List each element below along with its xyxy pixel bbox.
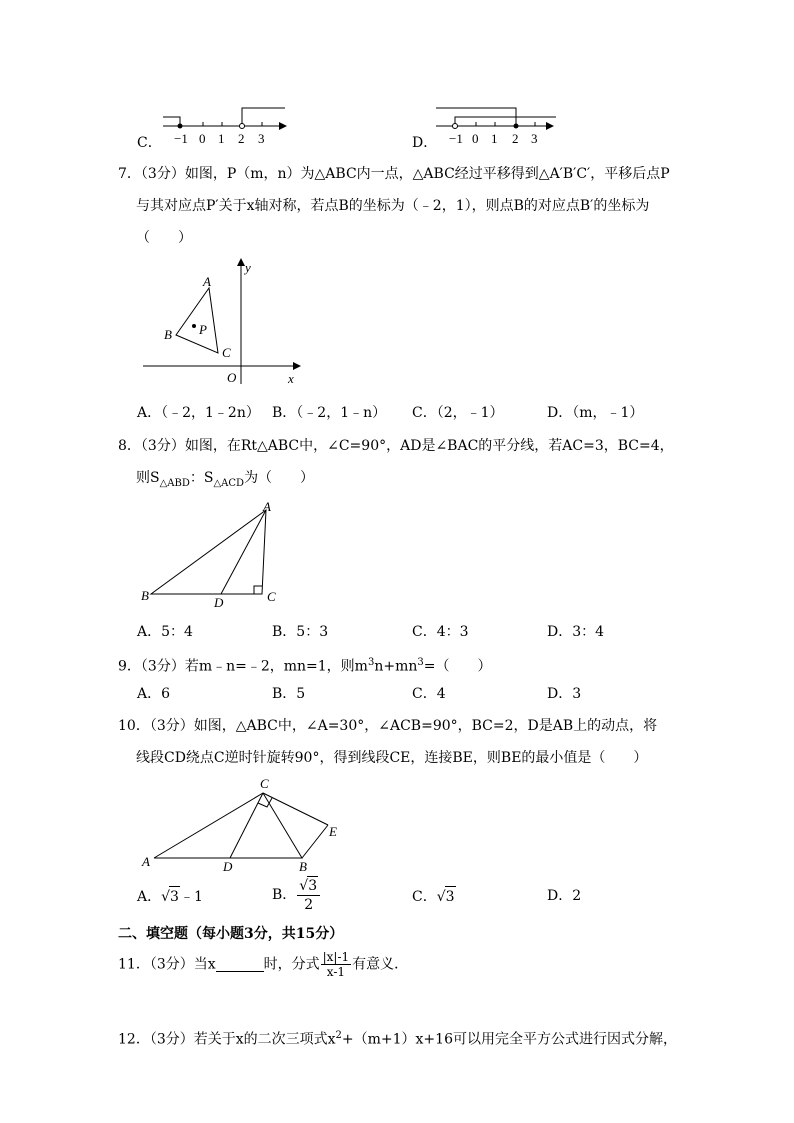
q7-figure	[138, 254, 308, 390]
q10-option-a[interactable]: A．√3﹣1	[137, 886, 203, 907]
q7-label-x: x	[288, 371, 294, 386]
q7-line1: 7．（3分）如图，P（m，n）为△ABC内一点，△ABC经过平移得到△A′B′C′，平移后点P	[118, 166, 670, 182]
q9-option-c[interactable]: C．4	[412, 686, 446, 702]
q7-label-a: A	[203, 274, 211, 289]
q9-option-b[interactable]: B．5	[272, 686, 306, 702]
q9-option-a[interactable]: A．6	[137, 686, 171, 702]
q8-figure	[136, 496, 286, 612]
q6c-tick: −1	[174, 131, 188, 146]
q9-option-d[interactable]: D．3	[547, 686, 582, 702]
q8-mid: ：S	[189, 470, 214, 486]
q6-option-c-label: C．	[137, 135, 162, 151]
q10-label-b: B	[299, 859, 307, 874]
q12-question: 12．（3分）若关于x的二次三项式$x^2+(m+1)x+16$可以用完全平方公式进行因式分解，	[118, 1030, 677, 1048]
q10-figure	[136, 774, 346, 874]
q10-option-d[interactable]: D．2	[547, 888, 582, 904]
q6-option-d-numberline	[432, 100, 562, 148]
q6d-tick: 2	[512, 131, 519, 146]
q6-option-d-label: D．	[412, 135, 438, 151]
q6d-tick: 0	[472, 131, 479, 146]
q6d-tick: 3	[531, 131, 538, 146]
q8-label-b: B	[141, 588, 149, 603]
q7-label-y: y	[245, 260, 251, 275]
q8-label-c: C	[267, 589, 276, 604]
q10-option-c[interactable]: C．√3	[412, 886, 456, 907]
q8-sub1: △ABD	[159, 477, 190, 489]
q7-label-c: C	[222, 345, 231, 360]
q7-option-b[interactable]: B．（﹣2，1﹣n）	[272, 405, 387, 421]
q7-label-o: O	[227, 370, 237, 385]
q11-question: 11．（3分）当x 时，分式 $\frac{|x|-1}{x-1}$ 有意义．	[118, 950, 409, 979]
q6d-tick: −1	[449, 131, 463, 146]
q8-option-c[interactable]: C．4：3	[412, 624, 469, 640]
q10-label-d: D	[223, 859, 233, 874]
q7-line3: （ ）	[136, 230, 192, 246]
q11-answer-blank[interactable]	[216, 957, 264, 972]
q10-line1: 10．（3分）如图，△ABC中，∠A=30°，∠ACB=90°，BC=2，D是AB上的动点，将	[118, 718, 658, 734]
section2-title: 二、填空题（每小题3分，共15分）	[118, 926, 344, 942]
q8-option-a[interactable]: A．5：4	[137, 624, 193, 640]
q10-label-a: A	[142, 854, 150, 869]
q10-line2: 线段CD绕点C逆时针旋转90°，得到线段CE，连接BE，则BE的最小值是（ ）	[136, 750, 648, 766]
q10-label-c: C	[260, 776, 269, 791]
q6c-tick: 2	[238, 131, 245, 146]
q6-option-c-numberline	[155, 100, 295, 148]
q8-option-d[interactable]: D．3：4	[547, 624, 605, 640]
q8-line1: 8．（3分）如图，在Rt△ABC中，∠C=90°，AD是∠BAC的平分线，若AC=3，BC=4，	[118, 438, 674, 454]
q8-pre: 则S	[136, 470, 160, 486]
q8-post: 为（ ）	[244, 470, 315, 486]
q8-line2	[136, 468, 314, 494]
q7-option-c[interactable]: C．（2，﹣1）	[412, 405, 504, 421]
q7-line2: 与其对应点P′关于x轴对称，若点B的坐标为（﹣2，1），则点B的对应点B′的坐标为	[136, 198, 650, 214]
q6c-tick: 3	[258, 131, 265, 146]
q7-label-b: B	[164, 327, 172, 342]
q7-option-d[interactable]: D．（m，﹣1）	[547, 405, 644, 421]
q8-option-b[interactable]: B．5：3	[272, 624, 329, 640]
q8-label-d: D	[214, 595, 224, 610]
q7-option-a[interactable]: A．（﹣2，1﹣2n）	[137, 405, 260, 421]
q6c-tick: 1	[218, 131, 225, 146]
q10-label-e: E	[329, 824, 337, 839]
q10-option-b[interactable]: B． $\frac{√3}{2}$	[272, 876, 321, 914]
q7-label-p: P	[199, 322, 207, 337]
q8-sub2: △ACD	[213, 477, 245, 489]
q6c-tick: 0	[199, 131, 206, 146]
q6d-tick: 1	[491, 131, 498, 146]
q9-question: 9．（3分）若m﹣n=﹣2，mn=1，则$m^3n+mn^3=$（ ）	[118, 657, 492, 675]
q8-label-a: A	[263, 499, 271, 514]
